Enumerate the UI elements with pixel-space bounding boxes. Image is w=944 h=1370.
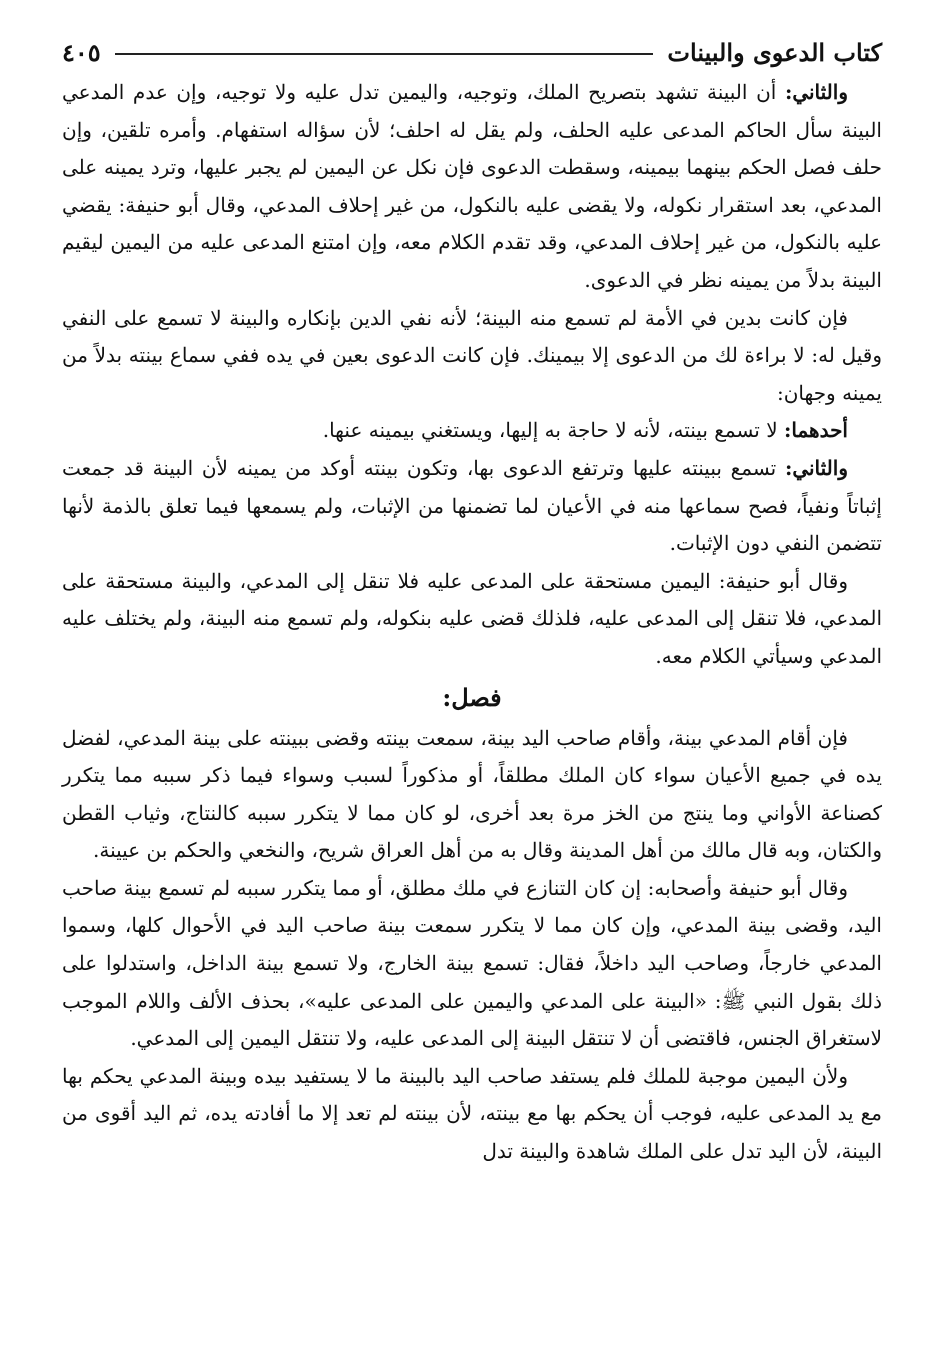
running-header [62, 30, 882, 74]
paragraph-5 [62, 563, 882, 676]
section-paragraph-2 [62, 870, 882, 1058]
paragraph-text: وقال أبو حنيفة: اليمين مستحقة على المدعى عليه فلا تنقل إلى المدعي، والبينة مستحقة على المدعي، فلا تنقل إلى المدعى عليه، فلذلك قضى عليه بنكوله، ولم تسمع منه البينة، ولم يختلف عليه المدعي وسيأتي الكلام معه. [62, 568, 882, 668]
paragraph-text: فإن كانت بدين في الأمة لم تسمع منه البينة؛ لأنه نفي الدين بإنكاره والبينة لا تسمع على النفي وقيل له: لا براءة لك من الدعوى إلا بيمينك. فإن كانت الدعوى بعين في يده ففي سماع بينته بدلاً من يمينه وجهان: [62, 305, 882, 405]
paragraph-3 [62, 412, 882, 450]
paragraph-text: وقال أبو حنيفة وأصحابه: إن كان التنازع في ملك مطلق، أو مما يتكرر سببه لم تسمع بينة صاحب اليد، وقضى بينة المدعي، وإن كان مما لا يتكرر سمعت بينة صاحب اليد في الأحوال كلها، وسموا المدعي خارجاً، وصاحب اليد داخلاً، فقال: تسمع بينة الخارج، ولا تسمع بينة الداخل، واستدلوا على ذلك بقول النبي ﷺ: «البينة على المدعي واليمين على المدعى عليه»، بحذف الألف واللام الموجب لاستغراق الجنس، فاقتضى أن لا تنتقل البينة إلى المدعى عليه، ولا تنتقل اليمين إلى المدعي. [62, 875, 882, 1051]
section-paragraph-3 [62, 1058, 882, 1171]
header-rule [115, 53, 654, 55]
paragraph-4 [62, 450, 882, 563]
paragraph-lead: أحدهما: [783, 418, 848, 443]
section-heading: فصل: [442, 682, 502, 712]
paragraph-2 [62, 300, 882, 413]
paragraph-text: لا تسمع بينته، لأنه لا حاجة به إليها، ويستغني بيمينه عنها. [322, 418, 784, 443]
paragraph-text: أن البينة تشهد بتصريح الملك، وتوجيه، واليمين تدل عليه ولا توجيه، وإن عدم المدعي البينة سأل الحاكم المدعى عليه الحلف، ولم يقل له احلف؛ لأن سؤاله استفهام. وأمره تلقين، وإن حلف فصل الحكم بينهما بيمينه، وسقطت الدعوى فإن نكل عن اليمين لم يجبر عليها، وترد يمينه على المدعي، بعد استقرار نكوله، ولا يقضى عليه بالنكول، من غير إحلاف المدعي، وقال أبو حنيفة: يقضي عليه بالنكول، من غير إحلاف المدعي، وقد تقدم الكلام معه، وإن امتنع المدعى عليه من اليمين ليقيم البينة بدلاً من يمينه نظر في الدعوى. [62, 80, 882, 292]
paragraph-1 [62, 74, 882, 300]
paragraph-text: تسمع ببينته عليها وترتفع الدعوى بها، وتكون بينته أوكد من يمينه لأن البينة قد جمعت إثباتاً ونفياً، فصح سماعها منه في الأعيان لما تضمنها من الإثبات، ولم يسمعها فيما تعلق بالذمة لأنها تتضمن النفي دون الإثبات. [62, 455, 882, 556]
book-page [62, 30, 882, 1350]
paragraph-lead: والثاني: [784, 455, 848, 480]
paragraph-text: فإن أقام المدعي بينة، وأقام صاحب اليد بينة، سمعت بينته وقضى ببينته على بينة المدعي، لفضل يده في جميع الأعيان سواء كان الملك مطلقاً، أو مذكوراً لسبب وسواء فيما ذكر سببه مما يتكرر كصناعة الأواني وما ينتج من الخز مرة بعد أخرى، لو كان مما لا يتكرر سببه كالنتاج، وثياب القطن والكتان، وبه قال مالك من أهل المدينة وقال به من أهل العراق شريح، والنخعي والحكم بن عيينة. [62, 725, 882, 863]
page-number: ٤٠٥ [62, 37, 101, 67]
section-paragraph-1 [62, 720, 882, 870]
paragraph-text: ولأن اليمين موجبة للملك فلم يستفد صاحب اليد بالبينة ما لا يستفيد بيده وبينة المدعي يحكم بها مع يد المدعى عليه، فوجب أن يحكم بها مع بينته، لأن بينته لم تعد إلا ما أفادته يده، ثم اليد أقوى من البينة، لأن اليد تدل على الملك شاهدة والبينة تدل [62, 1063, 882, 1164]
paragraph-lead: والثاني: [784, 80, 848, 104]
book-title: كتاب الدعوى والبينات [667, 37, 882, 67]
